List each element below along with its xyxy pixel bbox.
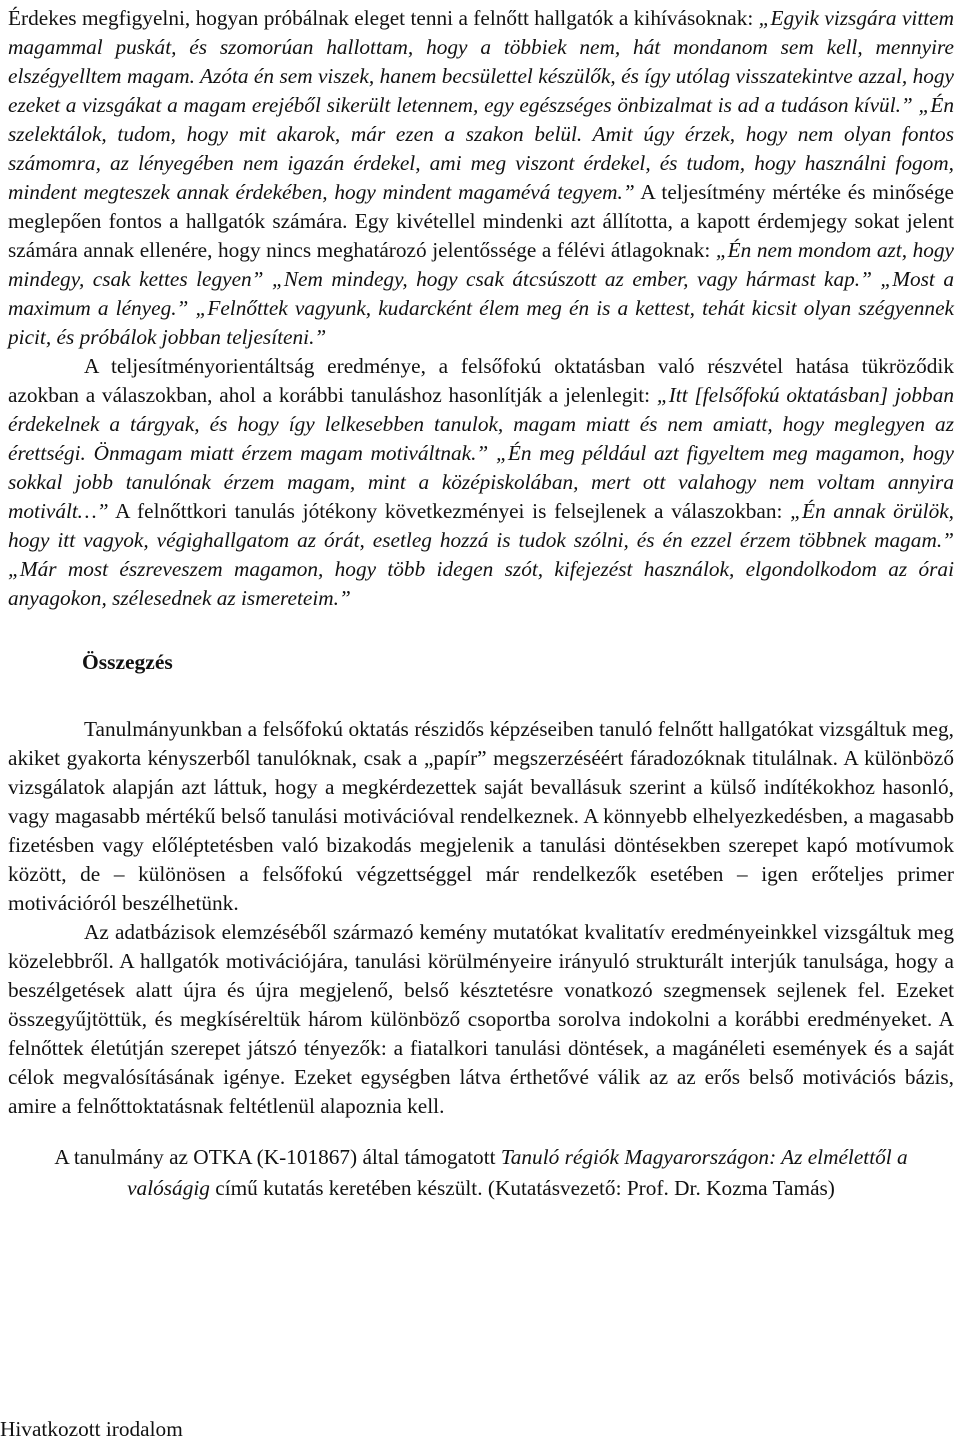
references-title: Hivatkozott irodalom xyxy=(0,1417,183,1441)
summary-paragraph-2: Az adatbázisok elemzéséből származó kemény mutatókat kvalitatív eredményeinkkel vizsgáltuk meg közelebbről. A hallgatók motivációjára, tanulási körülményeire irányuló strukturált interjúk tanulsága, hogy a beszélgetések alatt újra és újra megjelenő, belső késztetésre vonatkozó szegmensek sejlenek fel. Ezeket összegyűjtöttük, és megkíséreltük három különböző csoportba sorolva indokolni a korábbi eredményeket. A felnőttek életútján szerepet játszó tényezők: a fiatalkori tanulási döntések, a magánéleti események és a saját célok megvalósításának igénye. Ezeket egységben látva érthetővé válik az az erős belső motivációs bázis, amire a felnőttoktatásnak feltétlenül alapoznia kell. xyxy=(8,920,954,1118)
body-paragraph-2 xyxy=(8,352,954,613)
section-heading: Összegzés xyxy=(82,650,173,674)
interview-quote: „Én annak örülök, hogy itt vagyok, végighallgatom az órát, esetleg hozzá is tudok szólni, és én ezzel érzem többnek magam.” „Már most észreveszem magamon, hogy több idegen szót, kifejezést használok, elgondolkodom az órai anyagokon, szélesednek az ismereteim.” xyxy=(8,499,954,610)
paragraph-text: A teljesítményorientáltság eredménye, a felsőfokú oktatásban való részvétel hatása tükröződik azokban a válaszokban, ahol a korábbi tanuláshoz hasonlítják a jelenlegit: xyxy=(8,354,954,407)
funding-text: című kutatás keretében készült. (Kutatásvezető: Prof. Dr. Kozma Tamás) xyxy=(209,1176,835,1200)
interview-quote: „Én nem mondom azt, hogy mindegy, csak kettes legyen” „Nem mindegy, hogy csak átcsúszott az ember, vagy hármast kap.” „Most a maximum a lényeg.” „Felnőttek vagyunk, kudarcként élem meg én is a kettest, tehát kicsit olyan szégyennek picit, és próbálok jobban teljesíteni.” xyxy=(8,238,954,349)
funding-note xyxy=(38,1142,924,1204)
interview-quote: „Itt [felsőfokú oktatásban] jobban érdekelnek a tárgyak, és hogy így lelkesebben tanulok, magam miatt és nem amiatt, hogy meglegyen az érettségi. Önmagam miatt érzem magam motiváltnak.” „Én meg például azt figyeltem meg magamon, hogy sokkal jobb tanulónak érzem magam, mint a középiskolában, mert ott valahogy nem voltam annyira motivált…” xyxy=(8,383,954,523)
project-title: Tanuló régiók Magyarországon: Az elmélettől a valóságig xyxy=(127,1145,908,1200)
document-page xyxy=(8,4,954,1204)
paragraph-text: A felnőttkori tanulás jótékony következményei is felsejlenek a válaszokban: xyxy=(108,499,791,523)
paragraph-text: A teljesítmény mértéke és minősége meglepően fontos a hallgatók számára. Egy kivétellel mindenki azt állította, a kapott érdemjegy sokat jelent számára annak ellenére, hogy nincs meghatározó jelentőssége a félévi átlagoknak: xyxy=(8,180,955,262)
body-paragraph-1 xyxy=(8,4,954,352)
summary-paragraph-1: Tanulmányunkban a felsőfokú oktatás részidős képzéseiben tanuló felnőtt hallgatókat vizsgáltuk meg, akiket gyakorta kényszerből tanulóknak, csak a „papír” megszerzéséért fáradozóknak titulálnak. A különböző vizsgálatok alapján azt láttuk, hogy a megkérdezettek saját bevallásuk szerint a külső indítékokhoz hasonló, vagy magasabb mértékű belső tanulási motivációval rendelkeznek. A könnyebb elhelyezkedésben, a magasabb fizetésben vagy előléptetésben való bizakodás megjelenik a tanulási döntésekben szerepet kapó motívumok között, de – különösen a felsőfokú végzettséggel már rendelkezők esetében – igen erőteljes primer motivációról beszélhetünk. xyxy=(8,717,954,915)
funding-text: A tanulmány az OTKA (K-101867) által támogatott xyxy=(54,1145,501,1169)
paragraph-text: Érdekes megfigyelni, hogyan próbálnak eleget tenni a felnőtt hallgatók a kihívásoknak: xyxy=(8,6,759,30)
interview-quote: „Egyik vizsgára vittem magammal puskát, és szomorúan hallottam, hogy a többiek nem, hát mondanom sem kell, mennyire elszégyelltem magam. Azóta én sem viszek, hanem becsülettel készülők, és így utólag visszatekintve azzal, hogy ezeket a vizsgákat a magam erejéből sikerült letennem, egy egészséges önbizalmat is ad a tudáson kívül.” „Én szelektálok, tudom, hogy mit akarok, már ezen a szakon belül. Amit úgy érzek, hogy nem olyan fontos számomra, az lényegében nem igazán érdekel, ami meg viszont érdekel, és tudom, hogy használni fogom, mindent megteszek annak érdekében, hogy mindent magamévá tegyem.” xyxy=(8,6,954,204)
